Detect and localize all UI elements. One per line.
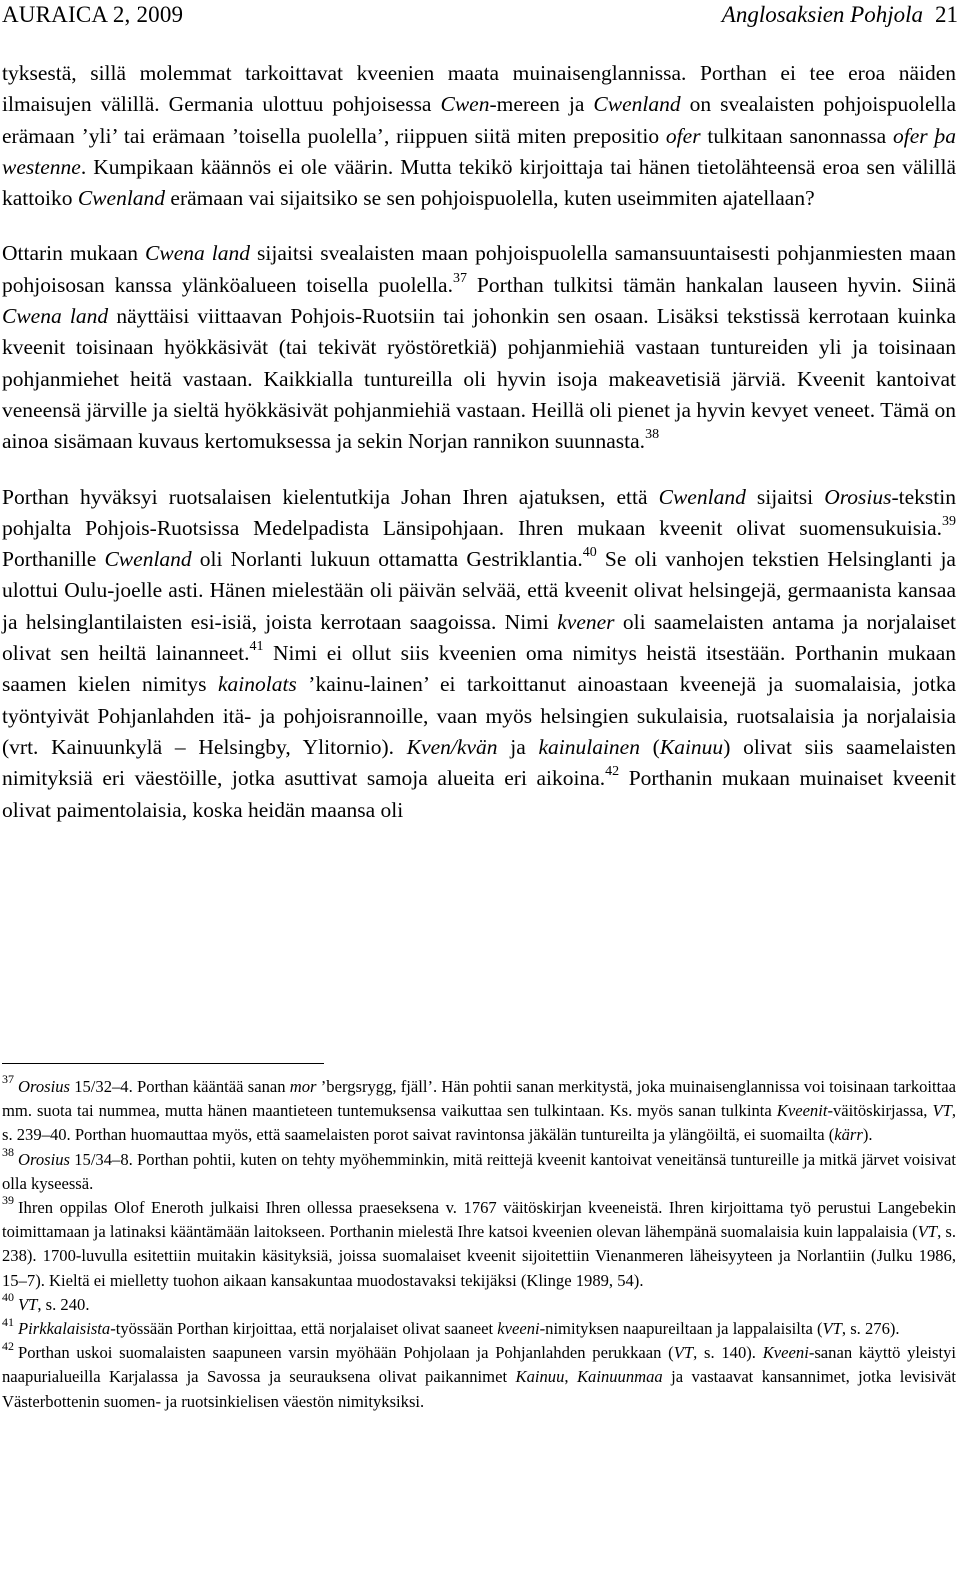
italic-text: Kainuunmaa <box>576 1367 663 1387</box>
text-run: ’bergsrygg, fjäll’. Hän pohtii sanan merkitystä, joka muinaisenglannissa voi toisinaan tarkoittaa mm. suota tai nummea, mutta hänen maantieteen tuntemuksensa vaikuttaa sen tulkintaan. Ks. myös sanan tulkinta <box>2 1077 956 1121</box>
paragraph <box>2 238 956 457</box>
text-run: Porthan hyväksyi ruotsalaisen kielentutkija Johan Ihren ajatuksen, että <box>2 484 659 509</box>
body-text <box>2 58 956 850</box>
text-run: näyttäisi viittaavan Pohjois-Ruotsiin tai johonkin sen osaan. Lisäksi tekstissä kerrotaan kuinka kveenit toisinaan hyökkäsivät (tai tekivät ryöstöretkiä) pohjanmiehiä vastaan tuntureiden yli ja toisinaan pohjanmiehet heitä vastaan. Kaikkialla tuntureilla oli hyvin isoja makeavetisiä järviä. Kveenit kantoivat veneensä järville ja sieltä hyökkäsivät pohjanmiehiä vastaan. Heillä oli pienet ja hyvin kevyet veneet. Tämä on ainoa sisämaan kuvaus kertomuksessa ja sekin Norjan rannikon suunnasta. <box>2 304 956 454</box>
text-run: ) olivat siis saamelaisten nimityksiä eri väestöille, jotka asuttivat samoja alueita eri aikoina. <box>2 734 956 791</box>
text-run: erämaan vai sijaitsiko se sen pohjoispuolella, kuten useimmiten ajatellaan? <box>165 186 815 211</box>
text-run: Ihren oppilas Olof Eneroth julkaisi Ihren ollessa praeseksena v. 1767 väitöskirjan kveeneistä. Ihren kirjoittama työ perustui Langebekin toimittamaan ja latinaksi kääntämään laitokseen. Porthanin mielestä Ihre katsoi kveenien olevan lähempänä suomalaisia kuin lappalaisia ( <box>2 1198 956 1242</box>
italic-text: ofer þa westenne <box>2 123 956 179</box>
text-run: Porthan uskoi suomalaisten saapuneen varsin myöhään Pohjolaan ja Pohjanlahden perukkaan ( <box>18 1343 674 1363</box>
text-run: Ottarin mukaan <box>2 241 146 266</box>
text-run: tulkitaan sanonnassa <box>700 123 894 148</box>
footnote-ref: 40 <box>2 1290 14 1305</box>
text-run: -mereen ja <box>489 92 594 117</box>
footnote-divider <box>2 1063 324 1064</box>
paragraph <box>2 482 956 826</box>
text-run: -tekstin pohjalta Pohjois-Ruotsissa Medelpadista Länsipohjaan. Ihren mukaan kveenit olivat suomensukuisia. <box>2 484 956 540</box>
italic-text: Cwena land <box>2 304 109 329</box>
footnote-ref: 41 <box>249 638 264 654</box>
italic-text: kveeni <box>497 1319 540 1339</box>
page-number: 21 <box>935 2 958 27</box>
italic-text: Kveeni <box>762 1343 809 1363</box>
footnote-ref: 37 <box>2 1072 14 1087</box>
text-run: 15/32–4. Porthan kääntää sanan <box>69 1077 290 1096</box>
italic-text: Kven/kvän <box>406 734 498 759</box>
text-run: oli saamelaisten antama ja norjalaiset olivat sen heiltä lainanneet. <box>2 609 956 666</box>
italic-text: Kveenit <box>776 1101 828 1121</box>
italic-text: kvener <box>557 609 615 634</box>
italic-text: VT <box>917 1222 938 1242</box>
italic-text: Kainuu <box>515 1367 565 1387</box>
italic-text: Orosius <box>18 1149 70 1169</box>
text-run: , <box>564 1367 577 1387</box>
italic-text: VT <box>18 1294 38 1314</box>
footnote-ref: 40 <box>582 545 597 560</box>
text-run: 15/34–8. Porthan pohtii, kuten on tehty myöhemminkin, mitä reittejä kveenit kantoivat veneitänsä tuntureille ja mitkä järvet voisivat olla kyseessä. <box>2 1149 956 1193</box>
footnote-ref: 38 <box>2 1145 14 1160</box>
italic-text: Cwenland <box>593 92 681 117</box>
text-run: Porthanin mukaan muinaiset kveenit olivat paimentolaisia, koska heidän maansa oli <box>2 766 956 822</box>
italic-text: VT <box>932 1101 952 1121</box>
footnotes <box>2 1072 957 1414</box>
footnote-ref: 37 <box>452 270 467 286</box>
footnote-ref: 42 <box>605 764 620 780</box>
italic-text: Cwen <box>440 92 490 117</box>
text-run: , s. 238). 1700-luvulla esitettiin muitakin käsityksiä, joissa suomalaiset kveenit sijoitettiin Vienanmeren läheisyyteen ja Norlantiin (Julku 1986, 15–7). Kieltä ei mielletty tuohon aikaan kansakuntaa muodostavaksi tekijäksi (Klinge 1989, 54). <box>2 1222 957 1290</box>
text-run: ). <box>862 1125 873 1145</box>
footnote <box>2 1314 956 1341</box>
footnote <box>2 1338 957 1414</box>
page-header <box>2 0 958 38</box>
footnote-ref: 42 <box>2 1338 14 1353</box>
text-run: , s. 276). <box>841 1319 900 1339</box>
text-run: -nimityksen naapureiltaan ja lappalaisilta ( <box>539 1319 823 1339</box>
text-run: , s. 240. <box>37 1294 90 1314</box>
text-run: sijaitsi <box>745 484 825 509</box>
footnote <box>2 1145 956 1196</box>
italic-text: kärr <box>834 1125 863 1145</box>
italic-text: kainulainen <box>538 734 640 759</box>
italic-text: ofer <box>665 123 701 148</box>
text-run: on svealaisten pohjoispuolella erämaan ’yli’ tai erämaan ’toisella puolella’, riippuen siitä miten prepositio <box>2 92 956 148</box>
footnote <box>2 1072 957 1148</box>
italic-text: Kainuu <box>659 734 724 759</box>
italic-text: VT <box>822 1319 842 1339</box>
text-run: ja <box>497 734 539 759</box>
italic-text: Cwenland <box>77 186 166 211</box>
footnote-ref: 41 <box>2 1314 14 1329</box>
italic-text: Cwenland <box>658 484 746 509</box>
running-title <box>722 2 958 28</box>
text-run: sijaitsi svealaisten maan pohjoispuolella samansuuntaisesti pohjanmiesten maan pohjoisosan kanssa ylänköalueen toisella puolella. <box>2 241 956 297</box>
italic-text: kainolats <box>217 672 297 697</box>
text-run: Porthanille <box>2 547 105 572</box>
italic-text: mor <box>289 1077 317 1096</box>
paragraph <box>2 58 956 214</box>
italic-text: VT <box>673 1343 694 1363</box>
article-title: Anglosaksien Pohjola <box>721 2 923 27</box>
footnote <box>2 1193 957 1293</box>
text-run: Nimi ei ollut siis kveenien oma nimitys heistä itsestään. Porthanin mukaan saamen kielen nimitys <box>2 641 956 697</box>
footnote-ref: 38 <box>645 427 660 443</box>
text-run: -väitöskirjassa, <box>827 1101 933 1121</box>
italic-text: Pirkkalaisista <box>18 1319 111 1339</box>
journal-issue: AURAICA 2, 2009 <box>2 2 184 27</box>
footnote <box>2 1290 956 1317</box>
text-run: ja vastaavat kansannimet, jotka levisivät Västerbottenin suomen- ja ruotsinkielisen väestön nimityksiksi. <box>2 1367 957 1411</box>
text-run: , s. 140). <box>693 1343 763 1363</box>
text-run: ( <box>639 734 660 759</box>
text-run: Se oli vanhojen tekstien Helsinglanti ja ulottui Oulu-joelle asti. Hänen mielestään oli päivän selvää, että kveenit olivat helsingejä, germaanista kansaa ja helsinglantilaisten esi-isiä, joista kerrotaan saagoissa. Nimi <box>2 547 956 634</box>
text-run: tyksestä, sillä molemmat tarkoittavat kveenien maata muinaisenglannissa. Porthan ei tee eroa näiden ilmaisujen välillä. Germania ulottuu pohjoisessa <box>2 61 956 117</box>
text-run: Porthan tulkitsi tämän hankalan lauseen hyvin. Siinä <box>466 272 956 297</box>
text-run: . Kumpikaan käännös ei ole väärin. Mutta tekikö kirjoittaja tai hänen tietolähteensä eroa sen välillä kattoiko <box>2 154 956 211</box>
text-run: ’kainu-lainen’ ei tarkoittanut ainoastaan kveenejä ja suomalaisia, jotka työntyivät Pohjanlahden itä- ja pohjoisrannoille, vaan myös helsingien sukulaisia, ruotsalaisia ja norjalaisia (vrt. Kainuunkylä – Helsingby, Ylitornio). <box>2 672 957 759</box>
footnote-ref: 39 <box>2 1193 14 1208</box>
footnote-ref: 39 <box>942 513 956 529</box>
text-run: oli Norlanti lukuun ottamatta Gestriklantia. <box>191 547 583 572</box>
italic-text: Orosius <box>824 484 892 509</box>
text-run: -työssään Porthan kirjoittaa, että norjalaiset olivat saaneet <box>110 1319 498 1339</box>
italic-text: Cwena land <box>145 241 250 266</box>
italic-text: Cwenland <box>104 547 192 572</box>
italic-text: Orosius <box>18 1077 70 1096</box>
text-run: , s. 239–40. Porthan huomauttaa myös, että saamelaisten porot saivat ravintonsa jäkälän tuntureilta ja ylängöiltä, ei suomailta ( <box>2 1101 957 1145</box>
text-run: -sanan käyttö yleistyi naapurialueilla Karjalassa ja Savossa ja seurauksena olivat paikannimet <box>2 1343 956 1387</box>
